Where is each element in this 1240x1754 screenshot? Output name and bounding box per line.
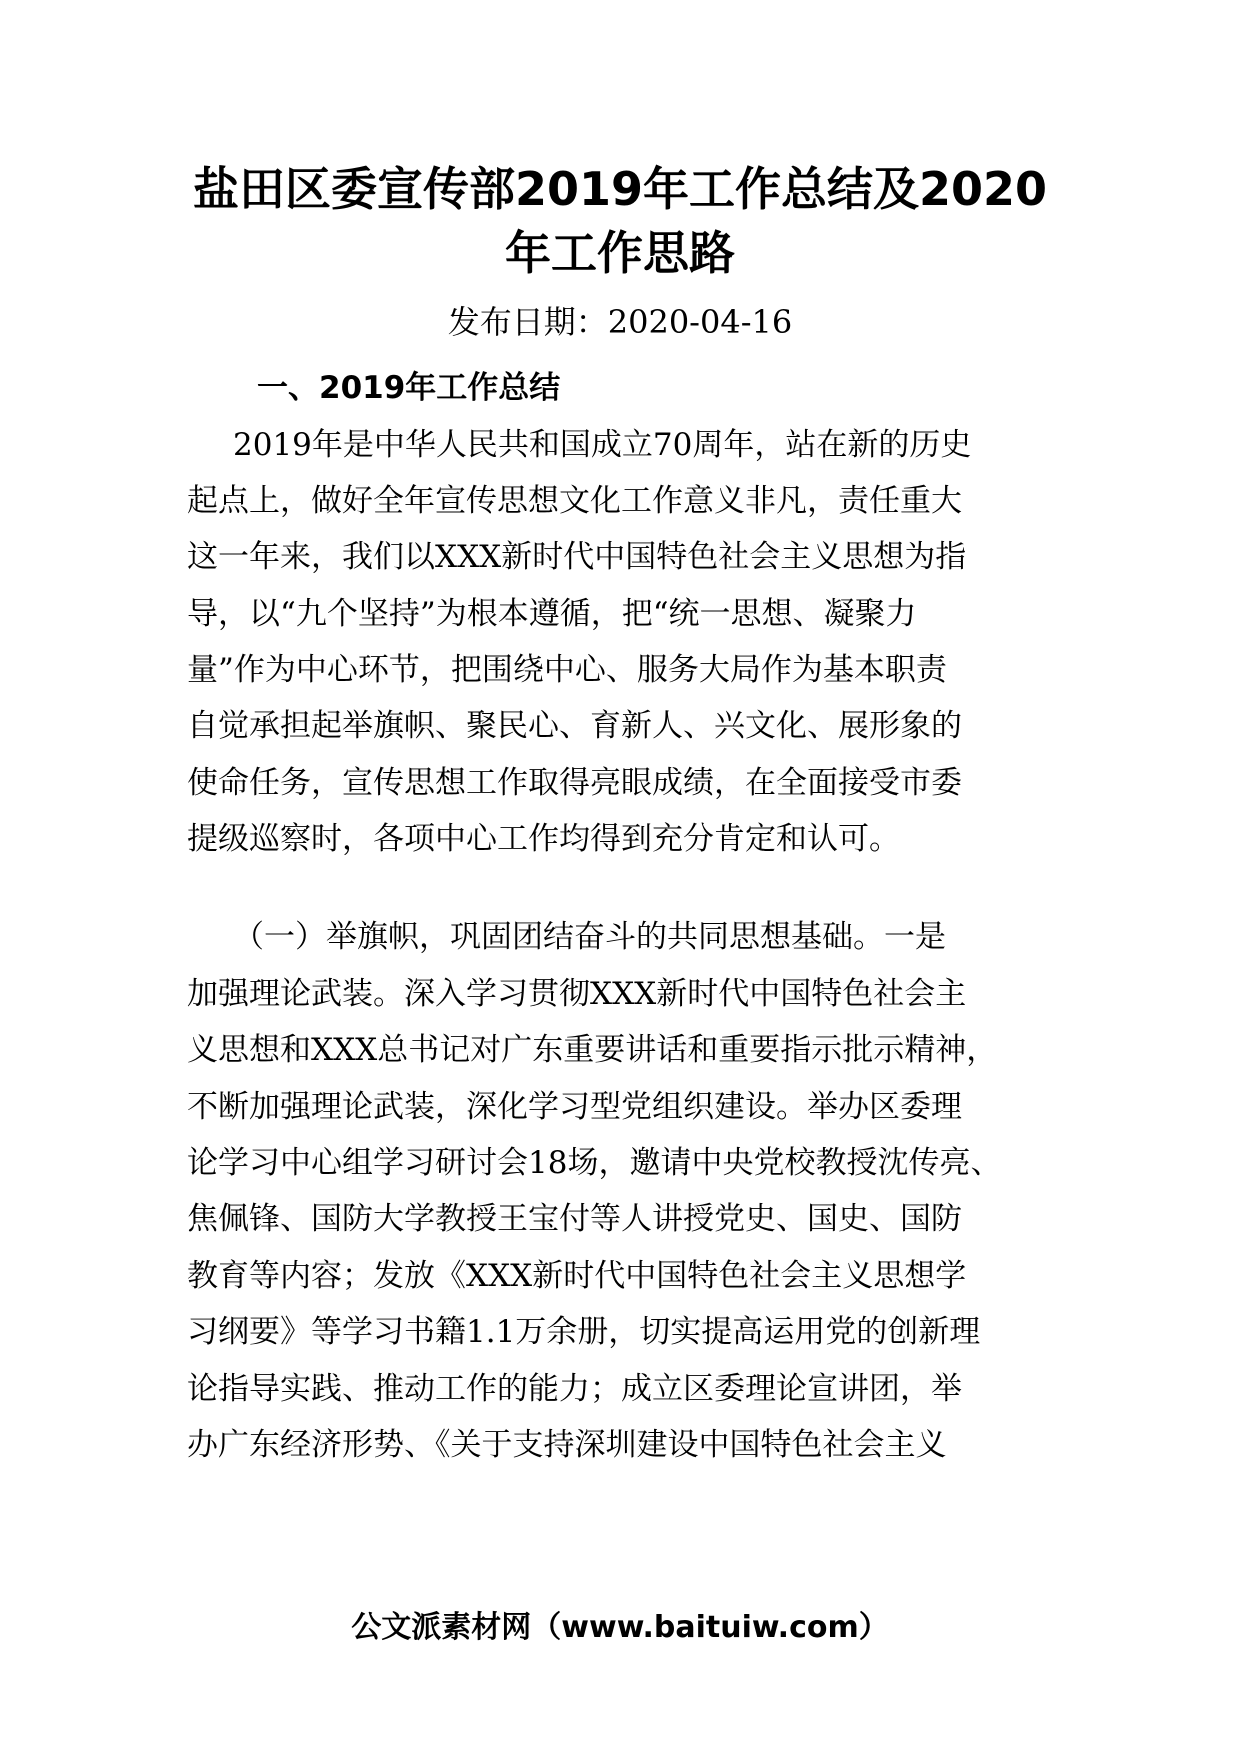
paragraph-1-line-1: 2019年是中华人民共和国成立70周年，站在新的历史 xyxy=(233,427,972,463)
paragraph-2-line-4: 不断加强理论武装，深化学习型党组织建设。举办区委理 xyxy=(187,1089,962,1125)
paragraph-2-line-10: 办广东经济形势、《关于支持深圳建设中国特色社会主义 xyxy=(187,1427,947,1463)
paragraph-2-line-6: 焦佩锋、国防大学教授王宝付等人讲授党史、国史、国防 xyxy=(187,1201,962,1237)
paragraph-1-line-5: 量”作为中心环节，把围绕中心、服务大局作为基本职责 xyxy=(187,652,947,688)
paragraph-1-line-7: 使命任务，宣传思想工作取得亮眼成绩，在全面接受市委 xyxy=(187,765,962,801)
paragraph-1-line-8: 提级巡察时，各项中心工作均得到充分肯定和认可。 xyxy=(187,821,900,857)
section-heading: 一、2019年工作总结 xyxy=(257,370,561,406)
paragraph-2-line-8: 习纲要》等学习书籍1.1万余册，切实提高运用党的创新理 xyxy=(187,1314,981,1350)
paragraph-2-line-2: 加强理论武装。深入学习贯彻XXX新时代中国特色社会主 xyxy=(187,976,967,1012)
paragraph-2-line-5: 论学习中心组学习研讨会18场，邀请中央党校教授沈传亮、 xyxy=(187,1145,1002,1181)
paragraph-2-line-7: 教育等内容；发放《XXX新时代中国特色社会主义思想学 xyxy=(187,1258,967,1294)
paragraph-1-line-4: 导，以“九个坚持”为根本遵循，把“统一思想、凝聚力 xyxy=(187,596,917,632)
paragraph-1-line-6: 自觉承担起举旗帜、聚民心、育新人、兴文化、展形象的 xyxy=(187,708,962,744)
paragraph-1-line-2: 起点上，做好全年宣传思想文化工作意义非凡，责任重大 xyxy=(187,483,962,519)
paragraph-2-line-1: （一）举旗帜，巩固团结奋斗的共同思想基础。一是 xyxy=(233,919,946,955)
publish-date: 发布日期：2020-04-16 xyxy=(447,303,793,341)
document-title-line-1: 盐田区委宣传部2019年工作总结及2020 xyxy=(192,162,1048,216)
paragraph-2-line-3: 义思想和XXX总书记对广东重要讲话和重要指示批示精神， xyxy=(187,1032,998,1068)
paragraph-1-line-3: 这一年来，我们以XXX新时代中国特色社会主义思想为指 xyxy=(187,539,967,575)
footer-watermark: 公文派素材网（www.baituiw.com） xyxy=(351,1610,889,1645)
paragraph-2-line-9: 论指导实践、推动工作的能力；成立区委理论宣讲团，举 xyxy=(187,1371,962,1407)
document-title-line-2: 年工作思路 xyxy=(505,226,735,280)
